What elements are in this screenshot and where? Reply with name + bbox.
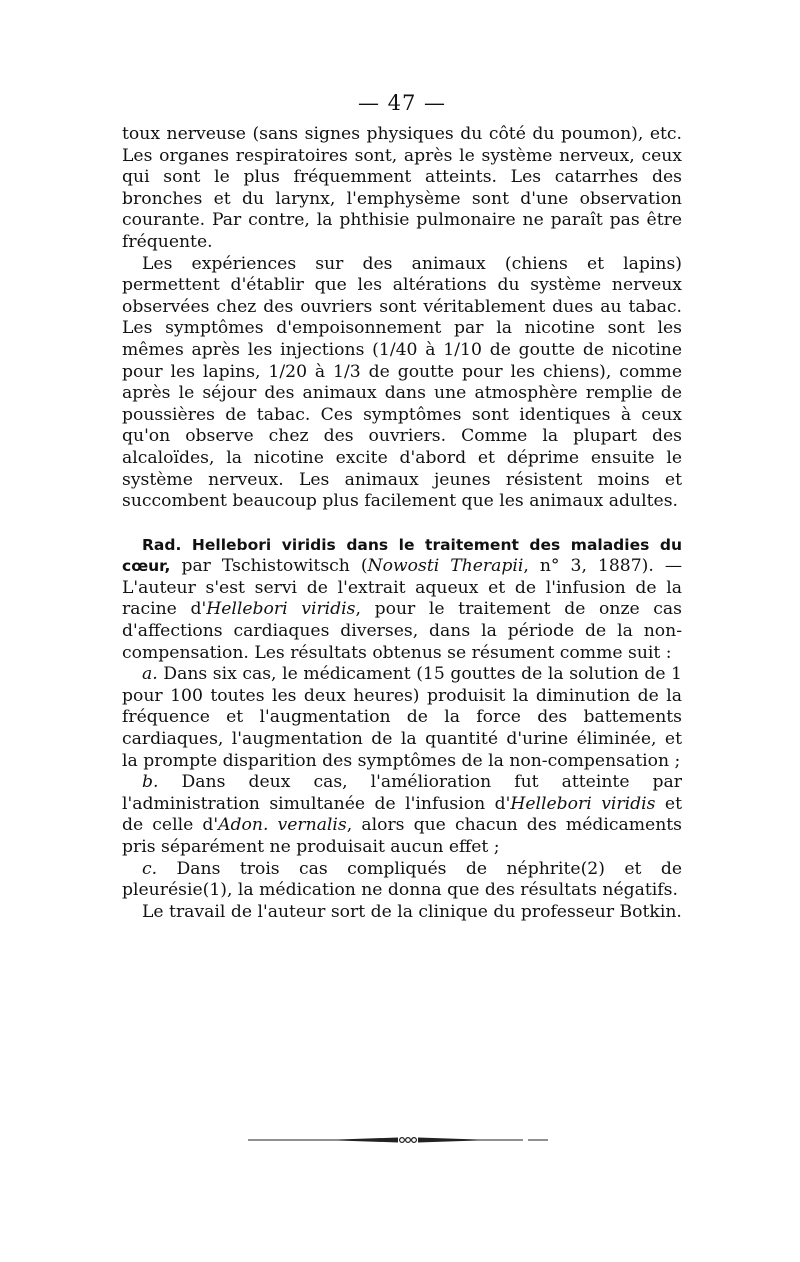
item-b-text-mid: et de celle d' [122, 793, 683, 836]
journal-name: Nowosti Therapii [367, 556, 524, 577]
paragraph-experiences: Les expériences sur des animaux (chiens et lapins) permettent d'établir que les altérations du système nerveux observées chez des ouvriers sont véritablement dues au tabac. Les symptômes d'empoisonnement par la nicotine sont les mêmes après les injections (1/40 à 1/10 de goutte de nicotine pour les lapins, 1/20 à 1/3 de goutte pour les chiens), comme après le séjour des animaux dans une atmosphère remplie de poussières de tabac. Ces symptômes sont identiques à ceux qu'on observe chez des ouvriers. Comme la plupart des alcaloïdes, la nicotine excite d'abord et déprime ensuite le système nerveux. Les animaux jeunes résistent moins et succombent beaucoup plus facilement que les animaux adultes. [122, 253, 682, 512]
item-a-text: Dans six cas, le médicament (15 gouttes de la solution de 1 pour 100 toutes les deux heures) produisit la diminution de la fréquence et l'augmentation de la force des battements cardiaques, l'augmentation de la quantité d'urine éliminée, et la prompte disparition des symptômes de la non-compensation ; [122, 664, 682, 771]
article-heading [122, 535, 682, 665]
result-item-a [122, 664, 682, 772]
result-item-c [122, 859, 682, 902]
result-item-b [122, 772, 682, 858]
decorative-rule-icon [248, 1135, 548, 1145]
item-b-drug-2: Adon. vernalis [218, 815, 347, 836]
intro-text-end: , pour le traitement de onze cas d'affections cardiaques diverses, dans la période de la non-compensation. Les résultats obtenus se résument comme suit : [122, 599, 683, 663]
item-c-text: Dans trois cas compliqués de néphrite(2) et de pleurésie(1), la médication ne donna que des résultats négatifs. [122, 858, 682, 901]
intro-drug-name: Hellebori viridis [206, 599, 356, 620]
item-b-drug-1: Hellebori viridis [510, 793, 656, 814]
page-number: — 47 — [357, 91, 447, 115]
intro-text: — L'auteur s'est servi de l'extrait aqueux et de l'infusion de la racine d' [122, 556, 683, 620]
section-spacer [122, 513, 682, 535]
item-c-label: c. [142, 858, 158, 879]
item-b-text-end: , alors que chacun des médicaments pris séparément ne produisait aucun effet ; [122, 815, 682, 857]
article-title: Rad. Hellebori viridis dans le traitement des maladies du cœur, [122, 535, 682, 576]
document-page [122, 88, 682, 923]
closing-sentence: Le travail de l'auteur sort de la clinique du professeur Botkin. [142, 901, 682, 922]
item-b-label: b. [142, 772, 159, 793]
item-a-label: a. [142, 664, 158, 685]
journal-issue: , n° 3, 1887). [523, 556, 654, 577]
paragraph-toux-nerveuse: toux nerveuse (sans signes physiques du côté du poumon), etc. Les organes respiratoires sont, après le système nerveux, ceux qui sont le plus fréquemment atteints. Les catarrhes des bronches et du larynx, l'emphysème sont d'une observation courante. Par contre, la phthisie pulmonaire ne paraît pas être fréquente. [122, 124, 682, 252]
article-author: par Tschistowitsch ( [181, 556, 368, 577]
item-b-text: Dans deux cas, l'amélioration fut atteinte par l'administration simultanée de l'infusion d' [122, 772, 682, 814]
